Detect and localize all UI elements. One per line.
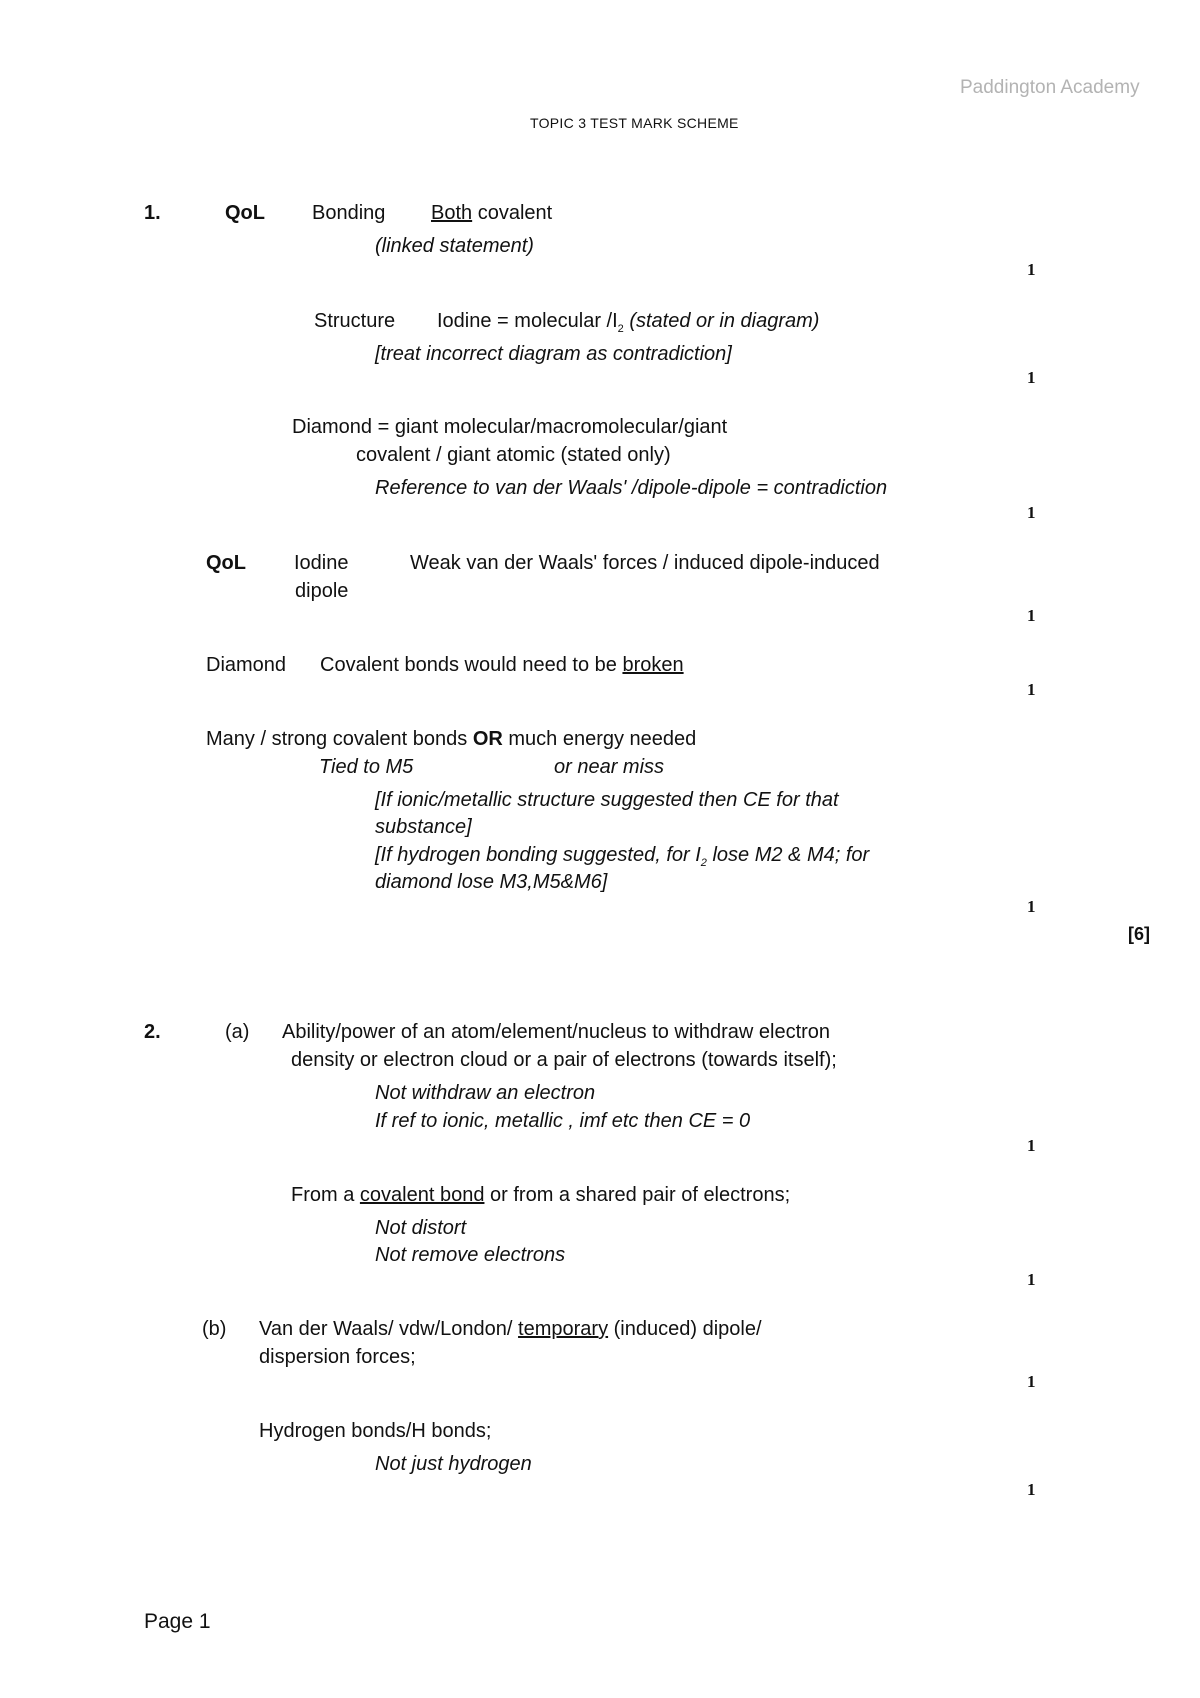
page-number: Page 1: [144, 1610, 211, 1633]
ionic-note-line2: substance]: [375, 816, 472, 838]
diamond-structure-line2: covalent / giant atomic (stated only): [356, 444, 671, 466]
broken-text: broken: [622, 654, 684, 676]
covalent-need-text: Covalent bonds would need to be: [320, 654, 623, 676]
covalent-text: covalent: [472, 202, 553, 224]
much-energy-text: much energy needed: [502, 728, 697, 750]
hbond-note-line2: diamond lose M3,M5&M6]: [375, 871, 608, 893]
shared-pair-text: or from a shared pair of electrons;: [484, 1184, 791, 1206]
hydrogen-bonds-line: Hydrogen bonds/H bonds;: [259, 1420, 492, 1442]
qol-label-2: QoL: [206, 552, 246, 574]
diamond-structure-line1: Diamond = giant molecular/macromolecular/giant: [292, 416, 728, 438]
mark-2-2: 1: [1027, 1270, 1036, 1289]
structure-label: Structure: [314, 310, 396, 332]
or-text: OR: [472, 728, 503, 750]
weak-vdw-line1: Weak van der Waals' forces / induced dipole-induced: [410, 552, 880, 574]
treat-incorrect-note: [treat incorrect diagram as contradiction]: [375, 343, 732, 365]
mark-1-1: 1: [1027, 260, 1036, 279]
header-school-name: Paddington Academy: [960, 77, 1140, 98]
diamond-label: Diamond: [206, 654, 287, 676]
mark-2-1: 1: [1027, 1136, 1036, 1155]
covalent-bond-text: covalent bond: [359, 1184, 485, 1206]
part-a-line1: Ability/power of an atom/element/nucleus to withdraw electron: [282, 1021, 831, 1043]
weak-vdw-line2: dipole: [295, 580, 349, 602]
not-withdraw-note: Not withdraw an electron: [375, 1082, 596, 1104]
dispersion-line: dispersion forces;: [259, 1346, 416, 1368]
mark-1-5: 1: [1027, 680, 1036, 699]
iodine-label: Iodine: [294, 552, 349, 574]
document-title: TOPIC 3 TEST MARK SCHEME: [530, 115, 739, 131]
part-b-label: (b): [202, 1318, 227, 1340]
many-strong-line: [206, 727, 696, 751]
vdw-contradiction-note: Reference to van der Waals' /dipole-dipole = contradiction: [375, 477, 888, 499]
not-just-hydrogen-note: Not just hydrogen: [375, 1453, 532, 1475]
linked-statement: (linked statement): [375, 235, 534, 257]
from-a-text: From a: [291, 1184, 360, 1206]
question-1-total: [6]: [1128, 924, 1150, 944]
question-2-number: 2.: [144, 1021, 161, 1043]
hbond-text-b: lose M2 & M4; for: [706, 844, 870, 866]
both-text: Both: [431, 202, 473, 224]
mark-1-2: 1: [1027, 368, 1036, 387]
temporary-text: temporary: [518, 1318, 609, 1340]
if-ref-note: If ref to ionic, metallic , imf etc then CE = 0: [375, 1110, 751, 1132]
part-a-line2: density or electron cloud or a pair of electrons (towards itself);: [291, 1049, 837, 1071]
bonding-answer: [431, 201, 552, 225]
many-strong-text: Many / strong covalent bonds: [206, 728, 473, 750]
vdw-text-b: (induced) dipole/: [608, 1318, 762, 1340]
bonding-label: Bonding: [312, 202, 386, 224]
covalent-broken: [320, 653, 684, 677]
qol-label: QoL: [225, 202, 265, 224]
tied-to-m5: Tied to M5: [319, 756, 414, 778]
not-remove-note: Not remove electrons: [375, 1244, 566, 1266]
question-1-number: 1.: [144, 202, 161, 224]
mark-1-3: 1: [1027, 503, 1036, 522]
not-distort-note: Not distort: [375, 1217, 467, 1239]
hbond-i2-subscript: 2: [700, 857, 707, 869]
iodine-structure: [437, 309, 819, 341]
iodine-molecular-text: Iodine = molecular /I: [437, 310, 618, 332]
mark-2-4: 1: [1027, 1480, 1036, 1499]
ionic-note-line1: [If ionic/metallic structure suggested then CE for that: [375, 789, 839, 811]
stated-diagram-text: (stated or in diagram): [623, 310, 820, 332]
mark-2-3: 1: [1027, 1372, 1036, 1391]
mark-1-4: 1: [1027, 606, 1036, 625]
hbond-text-a: [If hydrogen bonding suggested, for I: [375, 844, 701, 866]
vdw-line: [259, 1317, 762, 1341]
part-a-label: (a): [225, 1021, 250, 1043]
near-miss: or near miss: [554, 756, 665, 778]
covalent-bond-line: [291, 1183, 790, 1207]
i2-subscript: 2: [617, 323, 624, 335]
mark-1-6: 1: [1027, 897, 1036, 916]
vdw-text-a: Van der Waals/ vdw/London/: [259, 1318, 519, 1340]
